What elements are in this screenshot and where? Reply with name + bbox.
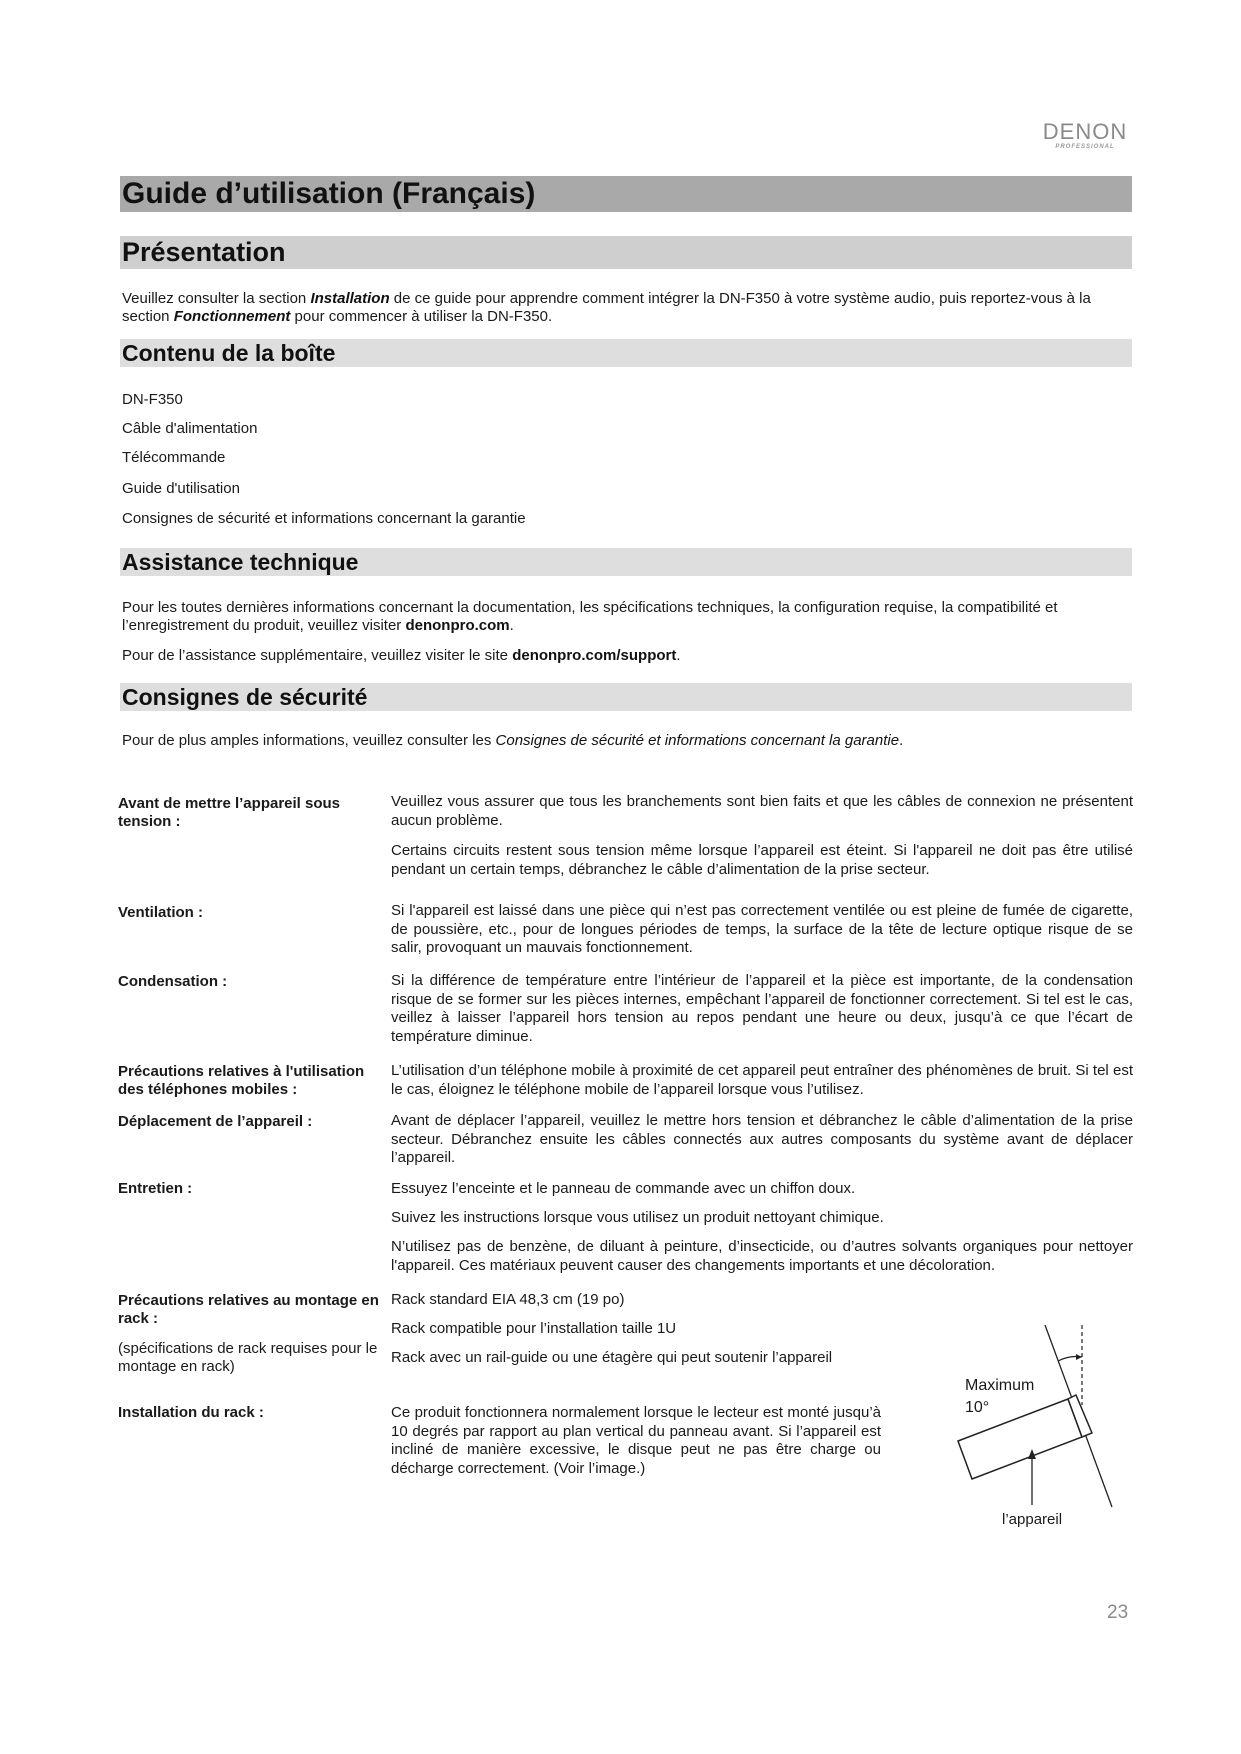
list-item: Câble d'alimentation <box>122 420 258 437</box>
safety-label-care: Entretien : <box>118 1180 193 1197</box>
presentation-paragraph: Veuillez consulter la section Installation de ce guide pour apprendre comment intégrer la DN-F350 à votre système audio, puis reportez-vous à la section Fonctionnement pour commencer à utiliser la DN-F350. <box>122 290 1091 325</box>
installation-ref: Installation <box>310 290 390 307</box>
safety-desc-moving: Avant de déplacer l’appareil, veuillez le mettre hors tension et débranchez le câble d’alimentation de la prise secteur. Débranchez ensuite les câbles connectés aux autres composants du système avant de déplacer l’appareil. <box>391 1112 1133 1166</box>
figure-max-label: Maximum <box>965 1377 1035 1394</box>
figure-device-label: l’appareil <box>1002 1511 1063 1528</box>
safety-desc-ventilation: Si l'appareil est laissé dans une pièce qui n’est pas correctement ventilée ou est pleine de fumée de cigarette, de poussière, etc., pour de longues périodes de temps, la surface de la tête de lecture optique risque de se salir, provoquant un mauvais fonctionnement. <box>391 902 1133 956</box>
safety-desc-care-2: Suivez les instructions lorsque vous utilisez un produit nettoyant chimique. <box>391 1209 884 1226</box>
safety-label-moving: Déplacement de l’appareil : <box>118 1113 313 1130</box>
safety-label-rack-mount: Précautions relatives au montage en rack : <box>118 1292 379 1327</box>
safety-desc-condensation: Si la différence de température entre l’intérieur de l’appareil et la pièce est importante, de la condensation risque de se former sur les pièces internes, empêchant l’appareil de fonctionner correctement. Si tel est le cas, veillez à laisser l’appareil hors tension au repos pendant une heure ou deux, jusqu’à ce que l’écart de température diminue. <box>391 972 1133 1045</box>
page-number: 23 <box>1107 1602 1129 1623</box>
safety-desc-care-1: Essuyez l’enceinte et le panneau de commande avec un chiffon doux. <box>391 1180 856 1197</box>
safety-sublabel-rack-mount: (spécifications de rack requises pour le montage en rack) <box>118 1340 378 1375</box>
safety-label-before-power: Avant de mettre l’appareil sous tension : <box>118 795 341 830</box>
safety-label-condensation: Condensation : <box>118 973 228 990</box>
safety-desc-before-power-2: Certains circuits restent sous tension même lorsque l’appareil est éteint. Si l'appareil ne doit pas être utilisé pendant un certain temps, débranchez le câble d’alimentation de la prise secteur. <box>391 842 1133 878</box>
support-link[interactable]: denonpro.com <box>405 617 510 634</box>
logo-subtitle: PROFESSIONAL <box>1055 144 1115 150</box>
list-item: DN-F350 <box>122 391 183 408</box>
safety-desc-rack-install: Ce produit fonctionnera normalement lorsque le lecteur est monté jusqu’à 10 degrés par rapport au plan vertical du panneau avant. Si l’appareil est incliné de manière excessive, le disque peut ne pas être charge ou décharge correctement. (Voir l’image.) <box>391 1404 881 1477</box>
list-item: Guide d'utilisation <box>122 480 240 497</box>
section-heading-box-contents: Contenu de la boîte <box>120 339 1132 367</box>
safety-desc-rack-mount-2: Rack compatible pour l’installation taille 1U <box>391 1320 677 1337</box>
safety-desc-mobile: L’utilisation d’un téléphone mobile à proximité de cet appareil peut entraîner des phénomènes de bruit. Si tel est le cas, éloignez le téléphone mobile de l’appareil lorsque vous l’utilisez. <box>391 1062 1133 1098</box>
safety-desc-care-3: N’utilisez pas de benzène, de diluant à peinture, d’insecticide, ou d’autres solvants organiques pour nettoyer l'appareil. Ces matériaux peuvent causer des changements importants et une décoloration. <box>391 1238 1133 1274</box>
page-title: Guide d’utilisation (Français) <box>120 176 1132 212</box>
rack-tilt-diagram <box>950 1325 1130 1515</box>
section-heading-support: Assistance technique <box>120 548 1132 576</box>
angle-arrow-head <box>1076 1354 1082 1360</box>
safety-doc-ref: Consignes de sécurité et informations concernant la garantie <box>495 732 900 749</box>
safety-desc-rack-mount-1: Rack standard EIA 48,3 cm (19 po) <box>391 1291 625 1308</box>
support-paragraph-2: Pour de l’assistance supplémentaire, veuillez visiter le site denonpro.com/support. <box>122 647 681 664</box>
list-item: Télécommande <box>122 449 226 466</box>
logo-wordmark: DENON <box>1042 119 1128 144</box>
safety-label-mobile: Précautions relatives à l'utilisation des téléphones mobiles : <box>118 1063 365 1098</box>
support-page-link[interactable]: denonpro.com/support <box>512 647 677 664</box>
support-paragraph-1: Pour les toutes dernières informations concernant la documentation, les spécifications techniques, la configuration requise, la compatibilité et l’enregistrement du produit, veuillez visiter denonpro.com. <box>122 599 1058 634</box>
section-heading-presentation: Présentation <box>120 236 1132 269</box>
safety-label-rack-install: Installation du rack : <box>118 1404 264 1421</box>
fonctionnement-ref: Fonctionnement <box>173 308 291 325</box>
section-heading-safety: Consignes de sécurité <box>120 683 1132 711</box>
safety-label-ventilation: Ventilation : <box>118 904 204 921</box>
safety-desc-before-power-1: Veuillez vous assurer que tous les branchements sont bien faits et que les câbles de connexion ne présentent aucun problème. <box>391 793 1133 829</box>
safety-intro: Pour de plus amples informations, veuillez consulter les Consignes de sécurité et informations concernant la garantie. <box>122 732 904 749</box>
safety-desc-rack-mount-3: Rack avec un rail-guide ou une étagère qui peut soutenir l’appareil <box>391 1349 833 1366</box>
figure-angle-label: 10° <box>965 1399 990 1416</box>
list-item: Consignes de sécurité et informations concernant la garantie <box>122 510 526 527</box>
denon-logo <box>1040 121 1130 151</box>
